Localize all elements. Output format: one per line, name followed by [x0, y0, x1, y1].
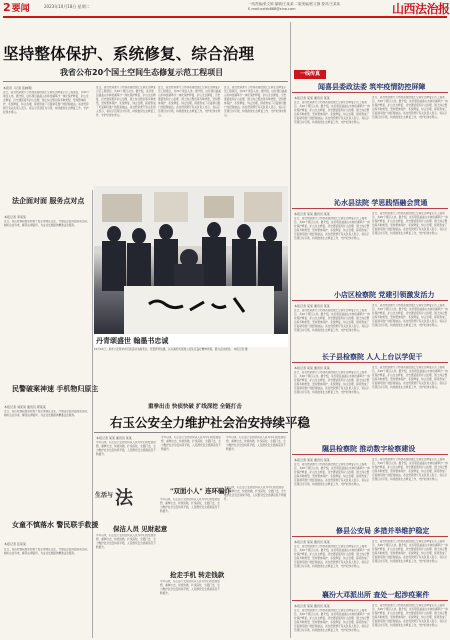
bottom-col1-title: 保洁人员 见财起意	[113, 525, 168, 533]
side-rule	[292, 300, 448, 301]
lead-subheadline: 我省公布20个国土空间生态修复示范工程项目	[60, 68, 224, 77]
left-sub3-title: 女童不慎落水 警民联手救援	[12, 521, 99, 529]
left-sub1-body: 近日，某区检察院组织检察干警走进辖区企业，开展法企面对面座谈活动，倾听企业诉求，解答法律疑问，为企业发展提供精准法治服务。	[4, 220, 90, 227]
left-sub2-body: 近日，某区检察院组织检察干警走进辖区企业，开展法企面对面座谈活动，倾听企业诉求，解答法律疑问，为企业发展提供精准法治服务。	[4, 410, 90, 417]
lead-body-col4: 近日，省自然资源厅公布我省首批国土空间生态修复示范工程项目，共20个项目入选。据介绍，这些项目涵盖山水林田湖草沙一体化保护修复、矿山生态修复、历史遗留废弃矿山治理、国土综合整治等多种类型，坚持整体保护、系统修复、综合治理，探索形成了可复制可推广的经验做法。省自然资源厅有关负责人表示，将以示范项目为引领，持续推进生态修复工作，守护好绿水青山。	[224, 86, 287, 117]
photo-caption-title: 丹青颂盛世 翰墨书忠诚	[96, 337, 169, 345]
side-column-separator	[290, 22, 291, 638]
page-header	[0, 0, 450, 16]
left-sub1-title: 法企面对面 服务点对点	[12, 197, 85, 205]
side-item-4-title: 长子县检察院 人人上台以学促干	[322, 353, 423, 361]
side-item-4-body-b: 近日，省自然资源厅公布我省首批国土空间生态修复示范工程项目，共20个项目入选。据介绍，这些项目涵盖山水林田湖草沙一体化保护修复、矿山生态修复、历史遗留废弃矿山治理、国土综合整治等多种类型，坚持整体保护、系统修复、综合治理，探索形成了可复制可推广的经验做法。省自然资源厅有关负责人表示，将以示范项目为引领，持续推进生态修复工作，守护好绿水青山。	[372, 366, 448, 389]
lead-byline: 本报讯（记者 张晓明）	[3, 86, 34, 90]
bottom-col3-body: 今年以来，右玉县公安局坚持以人民为中心的发展思想，重拳出击，快侦快破，扩线深挖，全链打击，全力维护社会治安持续平稳，人民群众安全感满意度不断提升。	[224, 486, 287, 501]
side-item-4-body-a: 近日，省自然资源厅公布我省首批国土空间生态修复示范工程项目，共20个项目入选。据介绍，这些项目涵盖山水林田湖草沙一体化保护修复、矿山生态修复、历史遗留废弃矿山治理、国土综合整治等多种类型，坚持整体保护、系统修复、综合治理，探索形成了可复制可推广的经验做法。省自然资源厅有关负责人表示，将以示范项目为引领，持续推进生态修复工作，守护好绿水青山。	[294, 371, 370, 394]
side-item-3-body-b: 近日，省自然资源厅公布我省首批国土空间生态修复示范工程项目，共20个项目入选。据介绍，这些项目涵盖山水林田湖草沙一体化保护修复、矿山生态修复、历史遗留废弃矿山治理、国土综合整治等多种类型，坚持整体保护、系统修复、综合治理，探索形成了可复制可推广的经验做法。省自然资源厅有关负责人表示，将以示范项目为引领，持续推进生态修复工作，守护好绿水青山。	[372, 304, 448, 327]
middle-kicker: 重拳出击 快侦快破 扩线深挖 全链打击	[148, 404, 242, 410]
side-section-tag: 一线传真	[294, 70, 326, 79]
left-sub3-byline: 本报记者 张某某	[4, 542, 26, 546]
side-item-5-body-a: 近日，省自然资源厅公布我省首批国土空间生态修复示范工程项目，共20个项目入选。据介绍，这些项目涵盖山水林田湖草沙一体化保护修复、矿山生态修复、历史遗留废弃矿山治理、国土综合整治等多种类型，坚持整体保护、系统修复、综合治理，探索形成了可复制可推广的经验做法。省自然资源厅有关负责人表示，将以示范项目为引领，持续推进生态修复工作，守护好绿水青山。	[294, 463, 370, 486]
side-item-4-byline: 本报记者 某某 通讯员 某某	[294, 366, 330, 370]
column-separator	[92, 190, 93, 638]
side-item-7-title: 襄汾大邓派出所 查处一起涉疫案件	[322, 591, 430, 599]
side-rule	[292, 92, 448, 93]
side-item-2-title: 沁水县法院 学思践悟融会贯通	[334, 199, 428, 207]
side-item-5-byline: 本报记者 某某 通讯员 某某	[294, 458, 330, 462]
side-item-1-title: 闻喜县委政法委 筑牢疫情防控屏障	[318, 83, 426, 91]
side-rule	[292, 600, 448, 601]
side-item-7-body-b: 近日，省自然资源厅公布我省首批国土空间生态修复示范工程项目，共20个项目入选。据介绍，这些项目涵盖山水林田湖草沙一体化保护修复、矿山生态修复、历史遗留废弃矿山治理、国土综合整治等多种类型，坚持整体保护、系统修复、综合治理，探索形成了可复制可推广的经验做法。省自然资源厅有关负责人表示，将以示范项目为引领，持续推进生态修复工作，守护好绿水青山。	[372, 604, 448, 627]
side-rule	[292, 454, 448, 455]
lead-rule	[3, 81, 288, 82]
page-label: 要闻	[11, 4, 30, 14]
middle-body-col1: 今年以来，右玉县公安局坚持以人民为中心的发展思想，重拳出击，快侦快破，扩线深挖，全链打击，全力维护社会治安持续平稳，人民群众安全感满意度不断提升。	[96, 441, 156, 456]
side-item-7-body-a: 近日，省自然资源厅公布我省首批国土空间生态修复示范工程项目，共20个项目入选。据介绍，这些项目涵盖山水林田湖草沙一体化保护修复、矿山生态修复、历史遗留废弃矿山治理、国土综合整治等多种类型，坚持整体保护、系统修复、综合治理，探索形成了可复制可推广的经验做法。省自然资源厅有关负责人表示，将以示范项目为引领，持续推进生态修复工作，守护好绿水青山。	[294, 609, 370, 632]
side-item-3-body-a: 近日，省自然资源厅公布我省首批国土空间生态修复示范工程项目，共20个项目入选。据介绍，这些项目涵盖山水林田湖草沙一体化保护修复、矿山生态修复、历史遗留废弃矿山治理、国土综合整治等多种类型，坚持整体保护、系统修复、综合治理，探索形成了可复制可推广的经验做法。省自然资源厅有关负责人表示，将以示范项目为引领，持续推进生态修复工作，守护好绿水青山。	[294, 309, 370, 332]
bottom-col2-subtitle: 抢走手机 转走钱款	[170, 571, 225, 579]
middle-byline: 本报记者 某某 通讯员 某某	[96, 436, 132, 440]
side-item-7-byline: 本报记者 某某 通讯员 某某	[294, 604, 330, 608]
side-item-6-title: 修县公安局 多措并举维护稳定	[336, 527, 430, 535]
bottom-col2-title: "双面小人" 连环骗诈	[170, 487, 232, 495]
photo-caption-text: 10月16日，某市公安局举办庆祝活动书画笔会，民警挥毫泼墨，以书画形式展现公安队伍良好精神风貌。图为活动现场。 本报记者 摄	[94, 348, 248, 351]
photo-illustration	[94, 186, 288, 334]
lead-body-col1: 近日，省自然资源厅公布我省首批国土空间生态修复示范工程项目，共20个项目入选。据介绍，这些项目涵盖山水林田湖草沙一体化保护修复、矿山生态修复、历史遗留废弃矿山治理、国土综合整治等多种类型，坚持整体保护、系统修复、综合治理，探索形成了可复制可推广的经验做法。省自然资源厅有关负责人表示，将以示范项目为引领，持续推进生态修复工作，守护好绿水青山。	[3, 91, 90, 114]
lead-body-col3: 近日，省自然资源厅公布我省首批国土空间生态修复示范工程项目，共20个项目入选。据介绍，这些项目涵盖山水林田湖草沙一体化保护修复、矿山生态修复、历史遗留废弃矿山治理、国土综合整治等多种类型，坚持整体保护、系统修复、综合治理，探索形成了可复制可推广的经验做法。省自然资源厅有关负责人表示，将以示范项目为引领，持续推进生态修复工作，守护好绿水青山。	[158, 86, 221, 117]
header-rule	[3, 16, 447, 18]
side-item-2-body-a: 近日，省自然资源厅公布我省首批国土空间生态修复示范工程项目，共20个项目入选。据介绍，这些项目涵盖山水林田湖草沙一体化保护修复、矿山生态修复、历史遗留废弃矿山治理、国土综合整治等多种类型，坚持整体保护、系统修复、综合治理，探索形成了可复制可推广的经验做法。省自然资源厅有关负责人表示，将以示范项目为引领，持续推进生态修复工作，守护好绿水青山。	[294, 217, 370, 240]
bottom-col1-body: 今年以来，右玉县公安局坚持以人民为中心的发展思想，重拳出击，快侦快破，扩线深挖，全链打击，全力维护社会治安持续平稳，人民群众安全感满意度不断提升。	[96, 534, 156, 549]
bottom-col2b-body: 今年以来，右玉县公安局坚持以人民为中心的发展思想，重拳出击，快侦快破，扩线深挖，全链打击，全力维护社会治安持续平稳，人民群众安全感满意度不断提升。	[160, 580, 220, 595]
section-logo-life-and-law: 生活与 法	[95, 488, 133, 509]
lead-body-col2: 近日，省自然资源厅公布我省首批国土空间生态修复示范工程项目，共20个项目入选。据介绍，这些项目涵盖山水林田湖草沙一体化保护修复、矿山生态修复、历史遗留废弃矿山治理、国土综合整治等多种类型，坚持整体保护、系统修复、综合治理，探索形成了可复制可推广的经验做法。省自然资源厅有关负责人表示，将以示范项目为引领，持续推进生态修复工作，守护好绿水青山。	[96, 86, 156, 117]
side-rule	[292, 208, 448, 209]
side-item-6-body-b: 近日，省自然资源厅公布我省首批国土空间生态修复示范工程项目，共20个项目入选。据介绍，这些项目涵盖山水林田湖草沙一体化保护修复、矿山生态修复、历史遗留废弃矿山治理、国土综合整治等多种类型，坚持整体保护、系统修复、综合治理，探索形成了可复制可推广的经验做法。省自然资源厅有关负责人表示，将以示范项目为引领，持续推进生态修复工作，守护好绿水青山。	[372, 540, 448, 563]
middle-body-col2: 今年以来，右玉县公安局坚持以人民为中心的发展思想，重拳出击，快侦快破，扩线深挖，全链打击，全力维护社会治安持续平稳，人民群众安全感满意度不断提升。	[161, 436, 221, 451]
middle-rule	[94, 432, 288, 433]
side-item-2-body-b: 近日，省自然资源厅公布我省首批国土空间生态修复示范工程项目，共20个项目入选。据介绍，这些项目涵盖山水林田湖草沙一体化保护修复、矿山生态修复、历史遗留废弃矿山治理、国土综合整治等多种类型，坚持整体保护、系统修复、综合治理，探索形成了可复制可推广的经验做法。省自然资源厅有关负责人表示，将以示范项目为引领，持续推进生态修复工作，守护好绿水青山。	[372, 212, 448, 235]
email-line: E-mail:xxfzb888@sina.com	[248, 7, 296, 11]
left-sub1-byline: 本报记者 李某某	[4, 215, 26, 219]
side-item-6-body-a: 近日，省自然资源厅公布我省首批国土空间生态修复示范工程项目，共20个项目入选。据介绍，这些项目涵盖山水林田湖草沙一体化保护修复、矿山生态修复、历史遗留废弃矿山治理、国土综合整治等多种类型，坚持整体保护、系统修复、综合治理，探索形成了可复制可推广的经验做法。省自然资源厅有关负责人表示，将以示范项目为引领，持续推进生态修复工作，守护好绿水青山。	[294, 545, 370, 568]
left-sub2-byline: 本报记者 刘某某 通讯员 郭某某	[4, 405, 46, 409]
side-item-3-title: 小店区检察院 党建引领激发活力	[334, 291, 435, 299]
side-item-1-body-a: 近日，省自然资源厅公布我省首批国土空间生态修复示范工程项目，共20个项目入选。据介绍，这些项目涵盖山水林田湖草沙一体化保护修复、矿山生态修复、历史遗留废弃矿山治理、国土综合整治等多种类型，坚持整体保护、系统修复、综合治理，探索形成了可复制可推广的经验做法。省自然资源厅有关负责人表示，将以示范项目为引领，持续推进生态修复工作，守护好绿水青山。	[294, 101, 370, 124]
calligraphy-event-photo	[94, 186, 288, 334]
side-item-5-body-b: 近日，省自然资源厅公布我省首批国土空间生态修复示范工程项目，共20个项目入选。据介绍，这些项目涵盖山水林田湖草沙一体化保护修复、矿山生态修复、历史遗留废弃矿山治理、国土综合整治等多种类型，坚持整体保护、系统修复、综合治理，探索形成了可复制可推广的经验做法。省自然资源厅有关负责人表示，将以示范项目为引领，持续推进生态修复工作，守护好绿水青山。	[372, 458, 448, 481]
editor-line: 一线责编/张文婷 编辑/王某某 二版美编/张文静 校对/王某某	[248, 2, 341, 6]
editor-info	[248, 2, 378, 12]
bottom-col2-body: 今年以来，右玉县公安局坚持以人民为中心的发展思想，重拳出击，快侦快破，扩线深挖，全链打击，全力维护社会治安持续平稳，人民群众安全感满意度不断提升。	[160, 498, 220, 513]
side-item-3-byline: 本报记者 某某 通讯员 某某	[294, 304, 330, 308]
side-rule	[292, 362, 448, 363]
issue-date: 2023年10月18日 星期二	[44, 4, 90, 9]
side-item-6-byline: 本报记者 某某 通讯员 某某	[294, 540, 330, 544]
masthead-logo: 山西法治报	[392, 2, 450, 16]
side-item-5-title: 隰县检察院 推动数字检察建设	[322, 445, 416, 453]
left-sub2-title: 民警破案神速 手机物归原主	[12, 385, 99, 393]
side-item-1-body-b: 近日，省自然资源厅公布我省首批国土空间生态修复示范工程项目，共20个项目入选。据介绍，这些项目涵盖山水林田湖草沙一体化保护修复、矿山生态修复、历史遗留废弃矿山治理、国土综合整治等多种类型，坚持整体保护、系统修复、综合治理，探索形成了可复制可推广的经验做法。省自然资源厅有关负责人表示，将以示范项目为引领，持续推进生态修复工作，守护好绿水青山。	[372, 96, 448, 119]
side-item-1-byline: 本报记者 某某 通讯员 某某	[294, 96, 330, 100]
side-rule	[292, 536, 448, 537]
side-item-2-byline: 本报记者 某某 通讯员 某某	[294, 212, 330, 216]
middle-body-col3: 今年以来，右玉县公安局坚持以人民为中心的发展思想，重拳出击，快侦快破，扩线深挖，全链打击，全力维护社会治安持续平稳，人民群众安全感满意度不断提升。	[226, 436, 286, 451]
page-number: 2要闻	[3, 1, 30, 14]
photo-caption-bar	[94, 334, 288, 347]
lead-headline: 坚持整体保护、系统修复、综合治理	[3, 45, 255, 63]
left-sub3-body: 近日，某区检察院组织检察干警走进辖区企业，开展法企面对面座谈活动，倾听企业诉求，解答法律疑问，为企业发展提供精准法治服务。	[4, 548, 90, 555]
middle-headline: 右玉公安全力维护社会治安持续平稳	[110, 415, 311, 430]
